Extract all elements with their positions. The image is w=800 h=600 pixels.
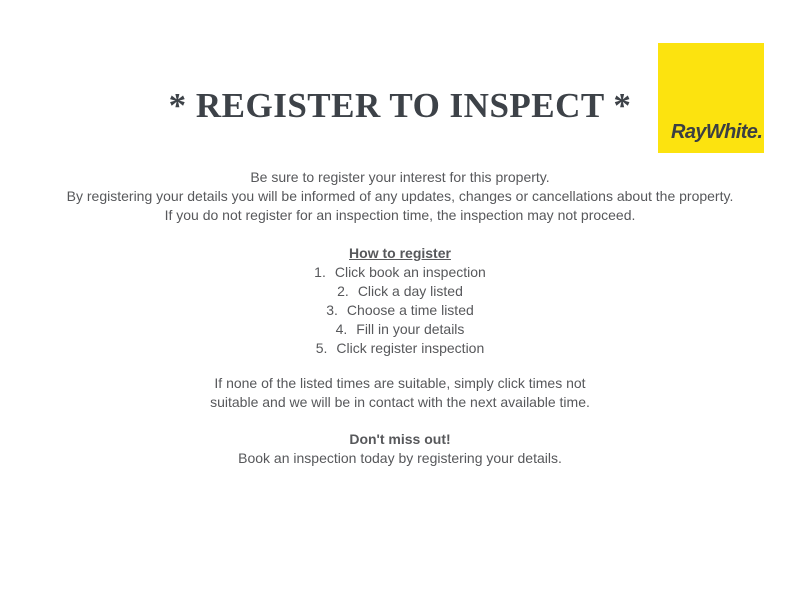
list-item xyxy=(0,339,800,358)
list-item xyxy=(0,301,800,320)
step-number: 3. xyxy=(326,302,338,318)
dont-miss-out-heading: Don't miss out! xyxy=(349,431,451,447)
intro-paragraph xyxy=(0,168,800,225)
step-text: Click register inspection xyxy=(336,340,485,356)
how-to-register-heading: How to register xyxy=(349,245,451,261)
list-item xyxy=(0,282,800,301)
list-item xyxy=(0,320,800,339)
step-text: Click a day listed xyxy=(357,283,463,299)
step-number: 4. xyxy=(335,321,348,337)
intro-line: Be sure to register your interest for this property. xyxy=(250,169,550,185)
not-suitable-line: suitable and we will be in contact with the next available time. xyxy=(210,394,590,410)
outro-section xyxy=(0,430,800,468)
step-text: Click book an inspection xyxy=(334,264,486,280)
step-number: 2. xyxy=(337,283,349,299)
raywhite-wordmark: RayWhite. xyxy=(671,121,763,143)
step-text: Choose a time listed xyxy=(346,302,474,318)
not-suitable-line: If none of the listed times are suitable, simply click times not xyxy=(214,375,586,391)
page-title: * REGISTER TO INSPECT * xyxy=(168,86,632,125)
outro-text: Book an inspection today by registering your details. xyxy=(238,450,562,466)
times-not-suitable-paragraph xyxy=(0,374,800,412)
step-number: 1. xyxy=(314,264,326,280)
intro-line: By registering your details you will be informed of any updates, changes or cancellations about the property. xyxy=(66,188,734,204)
intro-line: If you do not register for an inspection time, the inspection may not proceed. xyxy=(164,207,636,223)
list-item xyxy=(0,263,800,282)
how-to-register-section xyxy=(0,244,800,358)
step-text: Fill in your details xyxy=(356,321,465,337)
step-number: 5. xyxy=(315,340,328,356)
